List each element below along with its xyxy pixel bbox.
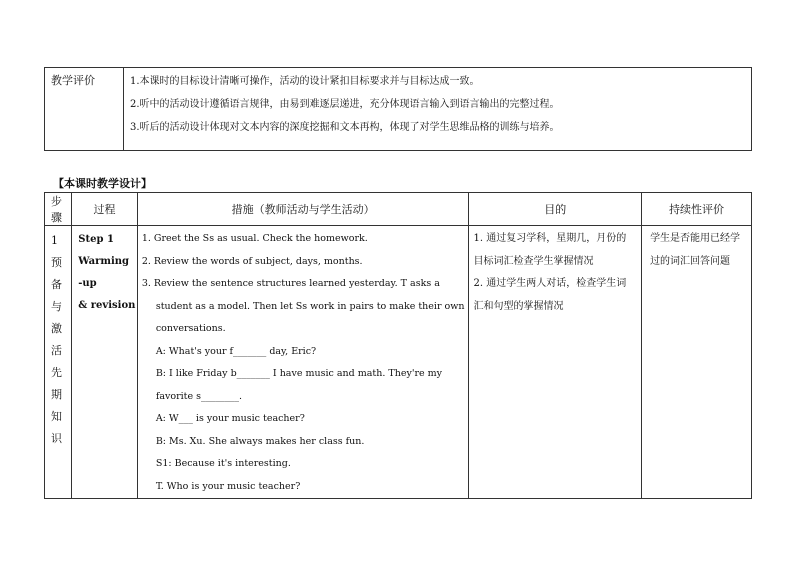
- activity-line: B: I like Friday b_______ I have music and math. They're my: [155, 368, 443, 379]
- continuous-eval-cell: [642, 226, 752, 499]
- continuous-eval-line: 学生是否能用已经学: [650, 233, 741, 244]
- step-text: 预备: [51, 256, 62, 291]
- evaluation-line: 2.听中的活动设计遵循语言规律，由易到难逐层递进，充分体现语言输入到语言输出的完整过程。: [130, 99, 560, 110]
- step-text: 1: [51, 234, 58, 247]
- process-text: -up: [78, 278, 97, 289]
- evaluation-label: 教学评价: [45, 68, 124, 151]
- activity-line: B: Ms. Xu. She always makes her class fun.: [155, 435, 365, 447]
- continuous-eval-line: 过的词汇回答问题: [650, 255, 731, 267]
- step-text: 活先: [51, 344, 62, 379]
- evaluation-line: 1.本课时的目标设计清晰可操作，活动的设计紧扣目标要求并与目标达成一致。: [130, 76, 480, 87]
- activity-line: A: W___ is your music teacher?: [155, 413, 305, 424]
- step-text: 期知: [51, 388, 62, 423]
- purpose-line: 1. 通过复习学科，星期几，月份的: [473, 233, 627, 244]
- lesson-design-table: [44, 192, 752, 499]
- header-continuous-eval: 持续性评价: [642, 193, 752, 226]
- evaluation-content: [124, 68, 752, 151]
- purpose-line: 汇和句型的掌握情况: [473, 300, 564, 312]
- purpose-line: 目标词汇检查学生掌握情况: [473, 255, 594, 267]
- section-heading: 【本课时教学设计】: [53, 177, 152, 190]
- header-process: 过程: [72, 193, 138, 226]
- activity-line: 3. Review the sentence structures learned yesterday. T asks a: [141, 278, 440, 289]
- activity-line: A: What's your f_______ day, Eric?: [155, 345, 317, 357]
- step-cell: [45, 226, 72, 499]
- activity-line: S1: Because it's interesting.: [155, 458, 291, 469]
- activity-line: 2. Review the words of subject, days, months.: [141, 255, 363, 267]
- header-activities: 措施（教师活动与学生活动）: [137, 193, 469, 226]
- activity-line: student as a model. Then let Ss work in pairs to make their own: [155, 300, 465, 312]
- header-step: 步骤: [45, 193, 72, 226]
- step-text: 识: [51, 432, 62, 445]
- process-text: Warming: [78, 256, 130, 267]
- header-purpose: 目的: [469, 193, 642, 226]
- activity-line: conversations.: [155, 323, 226, 334]
- process-cell: [72, 226, 138, 499]
- table-header-row: [45, 193, 752, 226]
- evaluation-line: 3.听后的活动设计体现对文本内容的深度挖掘和文本再构，体现了对学生思维品格的训练与培养。: [130, 122, 560, 133]
- activity-line: favorite s________.: [155, 390, 243, 402]
- evaluation-table: [44, 67, 752, 151]
- process-text: Step 1: [78, 234, 114, 245]
- purpose-cell: [469, 226, 642, 499]
- activities-cell: [137, 226, 469, 499]
- activity-line: 1. Greet the Ss as usual. Check the homework.: [141, 233, 368, 244]
- table-row: [45, 226, 752, 499]
- process-text: & revision: [78, 300, 136, 311]
- step-text: 与激: [51, 300, 62, 335]
- activity-line: T. Who is your music teacher?: [155, 480, 301, 492]
- purpose-line: 2. 通过学生两人对话，检查学生词: [473, 278, 627, 289]
